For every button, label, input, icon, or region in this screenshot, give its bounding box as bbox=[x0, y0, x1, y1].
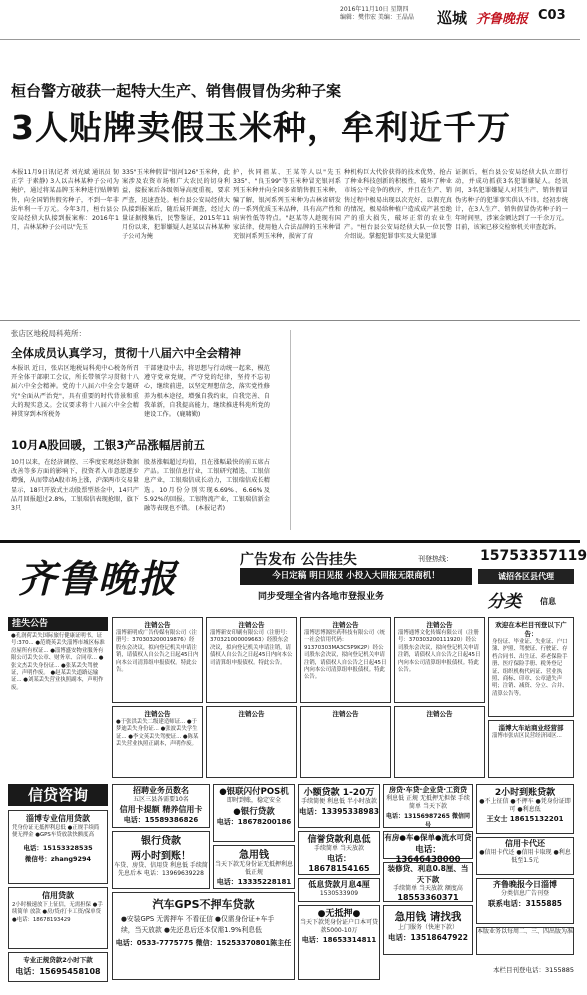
assets-title: 有房●车●保单●流水可贷 bbox=[384, 833, 472, 842]
credit-ad-3-phone: 电话：15695458108 bbox=[15, 967, 101, 976]
assets-phone: 电话：13646438000 bbox=[395, 845, 461, 865]
notice-8-title: 注销公告 bbox=[426, 710, 453, 718]
fast-loan-ad bbox=[476, 784, 574, 834]
urgent-ad bbox=[213, 845, 295, 889]
recruit-box bbox=[488, 617, 574, 717]
article3-col1: 10月以来，在经济调控、三季度宏观经济数据改善等多方面的影响下，投资者入市意愿逐步增强，从而带动A股市场上涨，沪深两市交易量显示，18只开放式主动股票型基金中，14只产品月回报超过2.8%，工银瑞信表现抢眼，旗下3只 bbox=[11, 459, 139, 513]
ad-banner bbox=[0, 540, 587, 613]
urgent-money-phone: 电话：13518647922 bbox=[388, 933, 468, 942]
article3-title: 10月A股回暖，工银3产品涨幅居前五 bbox=[11, 438, 205, 452]
recruit-ad bbox=[112, 784, 210, 828]
credit-ad-3 bbox=[8, 952, 108, 982]
low-rate-ad bbox=[298, 878, 380, 902]
recruit-ad-title: 招聘业务员数名 bbox=[133, 786, 189, 795]
header-date: 2016年11月10日 星期四 bbox=[340, 6, 409, 13]
no-collateral-phone: 电话：18653314811 bbox=[301, 936, 377, 944]
urgent-ad-phone: 电话：13335228181 bbox=[216, 878, 292, 886]
page-number: C03 bbox=[538, 8, 566, 23]
notice-3-title: 注销公告 bbox=[332, 621, 359, 629]
assets-ad bbox=[383, 831, 473, 865]
article1-headline: 3人贴牌卖假玉米种，牟利近千万 bbox=[11, 108, 511, 147]
house-car-text: 利息低 正规 无抵押无担保 手续简单 当天下款 bbox=[386, 795, 470, 810]
house-car-ad bbox=[383, 784, 473, 828]
urgent-ad-title: 急用钱 bbox=[239, 850, 269, 861]
bank-loan-text: 车贷、房贷、信用贷 利息低 手续简 先息后本 电话：13969639228 bbox=[114, 862, 208, 877]
lost-notice-list bbox=[8, 632, 108, 782]
urgent-money-title: 急用钱 请找我 bbox=[394, 911, 462, 923]
urgent-money-text: 上门服务（快速下款） bbox=[397, 924, 458, 931]
pos-ad-phone: 电话：18678200186 bbox=[216, 818, 292, 826]
notice-5 bbox=[112, 706, 203, 778]
credit-ad-1-wechat: 微信号：zhang9294 bbox=[24, 854, 92, 863]
credit-ad-1-phone: 电话：15153328535 bbox=[23, 843, 93, 852]
credit-ad-2 bbox=[8, 887, 108, 949]
hotline-label: 刊登热线： bbox=[418, 555, 453, 563]
low-rate-phone: 1530533909 bbox=[319, 890, 359, 897]
card-repay-title: 信用卡代还 bbox=[505, 839, 545, 848]
footer-line: 本栏目刊登电话：3155885 bbox=[493, 966, 574, 974]
decor-loan-ad bbox=[383, 862, 473, 902]
urgent-ad-text: 当天下款无身份证无抵押利息低正规 bbox=[214, 861, 293, 876]
notice-4 bbox=[394, 617, 485, 703]
ad-tagline: 今日定稿 明日见报 小投入大回报无限商机！ bbox=[240, 568, 472, 585]
xinxi-label: 信息 bbox=[540, 597, 556, 606]
column-divider bbox=[290, 330, 291, 530]
low-rate-title: 低息贷款月息4厘 bbox=[308, 880, 370, 889]
small-loan-title: 小额贷款 1-20万 bbox=[303, 788, 375, 798]
notice-7 bbox=[300, 706, 391, 778]
house-car-title: 房贷·车贷·企业贷·工资贷 bbox=[389, 786, 467, 794]
schedule-note bbox=[476, 927, 574, 955]
notice-6-title: 注销公告 bbox=[238, 710, 265, 718]
store-notice-title: 淄博大车站商业经营部 bbox=[498, 724, 564, 732]
pos-ad-sub: ●银行贷款 bbox=[233, 807, 275, 817]
article2-col1: 本报讯 近日，张店区地税局科苑中心税务所召开全体干部职工会议，所长带领学习贯彻十八届六中全会精神。党的十八届六中全会专题研究"全面从严治党"，具有重要的时代背景和重大的现实意义。会议要求将十八届六中全会精神贯穿到本所税务 bbox=[11, 365, 139, 419]
no-collateral-title: ●无抵押● bbox=[317, 909, 361, 919]
paper-ad-phone: 联系电话：3155885 bbox=[487, 899, 563, 908]
article1-col4: 种机构巨大代价获得的技术优势，抢占了种业科技创新的积极性，破坏了种业市场公平竞争的秩序，并且在生产、销售过程中极易出现以次充好、以假充真的情况，极易给种植户造成成产甚至绝产的重大损失，破坏正常的农业生产。"桓台县公安局经侦大队一位民警介绍说。掌握犯罪事实及大量犯罪 bbox=[344, 169, 452, 241]
small-loan-ad bbox=[298, 784, 380, 828]
no-collateral-text: 当天下款凭身份证户口本可贷款5000-10万 bbox=[299, 919, 378, 934]
notice-1-title: 注销公告 bbox=[144, 621, 171, 629]
notice-5-title: 注销公告 bbox=[144, 710, 171, 718]
notice-3 bbox=[300, 617, 391, 703]
article1-col5: 证据后，桓台县公安局经侦大队立即行动，并成功抓获3名犯罪嫌疑人。经讯问，3名犯罪嫌疑人对其生产、销售假冒伪劣种子的犯罪事实供认不讳。经初步统计，在3人生产、销售假冒伪劣种子的一年时间里，涉案金额达到了一千余万元。目前，该案已移交检察机关审查起诉。 bbox=[455, 169, 568, 232]
credit-loan-ad bbox=[298, 831, 380, 875]
notice-2 bbox=[206, 617, 297, 703]
ad-service-line: 同步受理全省内各地市登报业务 bbox=[258, 592, 385, 602]
fast-loan-text: ●不上征信 ●不押车 ●凭身份证即可 ●利息低 bbox=[479, 798, 571, 813]
notice-1-text: 淄博新明成广告传媒有限公司（注册号：370303200019876）经股东会决议，拟向登记机关申请注销，请债权人自公告之日起45日内向本公司清算组申报债权。特此公告。 bbox=[116, 630, 199, 674]
credit-loan-phone: 电话：18678154165 bbox=[308, 854, 370, 873]
car-gps-text: ●安装GPS 无需押车 不看征信 ●仅需身份证+车手续，当天放款 ●先还息后还本仅需1.9%利息低 bbox=[121, 915, 275, 934]
credit-loan-title: 信誉贷款利息低 bbox=[307, 835, 371, 845]
article1-col3: 护，伙同祖某、王某等人以"先玉335"、"良玉99"等玉米种冒充银河系列玉米种并向全国多省销售假玉米种，骗了解，银河系列玉米种为吉林省研发的一系列优质玉米品种，具有高产性和病害性低等特点。"赵某等人趁现有国家法律，使用他人合法品牌的玉米种冒充银河系列玉米种，损害了育 bbox=[233, 169, 341, 241]
section-name: 巡城 bbox=[437, 9, 468, 27]
notice-4-text: 淄博通博文化传媒有限公司（注册号：370303200111920）经公司股东会决议，拟向登记机关申请注销，请债权人自公告之日起45日内向本公司清算组申报债权。特此公告。 bbox=[398, 630, 481, 674]
article2-title: 全体成员认真学习，贯彻十八届六中全会精神 bbox=[11, 346, 241, 360]
pos-ad bbox=[213, 784, 295, 842]
ad-slogan: 广告发布 公告挂失 bbox=[240, 552, 357, 568]
credit-ad-1-text: 凭身份证无抵押利息低 ●正规手续简便无押金 ●GPS车贷放款快额度高 bbox=[12, 825, 100, 839]
recruit-text: 身份证、毕业证、失业证、户口簿、护照、驾驶证、行驶证、存档合同书、出生证、养老保险手册、医疗保险手册、税务登记证、组织机构代码证、营业执照、商标、印章、公章遗失声明；注销、减资、分立、合并、清算公告等。 bbox=[492, 639, 568, 697]
small-loan-phone: 电话：13395338983 bbox=[299, 807, 379, 816]
paper-ad-text: 分类信息广告刊登 bbox=[500, 890, 549, 897]
bank-loan-line: 两小时到账！ bbox=[131, 851, 191, 862]
credit-ad-3-title: 专业正规贷款2小时下款 bbox=[23, 956, 93, 964]
pos-ad-text: 即时到账，稳定安全 bbox=[226, 797, 281, 804]
car-gps-phone: 电话：0533-7775775 微信：15253370801陈主任 bbox=[115, 939, 292, 947]
bank-loan-title: 银行贷款 bbox=[141, 836, 181, 847]
credit-bar: 信贷咨询 bbox=[8, 784, 108, 806]
header-editors: 编辑：樊伟宏 美编：王晶晶 bbox=[340, 14, 414, 21]
paper-ad-title: 齐鲁晚报今日淄博 bbox=[493, 880, 557, 889]
notice-8 bbox=[394, 706, 485, 778]
credit-ad-1 bbox=[8, 810, 108, 884]
header-meta bbox=[340, 6, 414, 22]
fenlei-label: 分类 bbox=[487, 592, 521, 612]
decor-loan-title: 装修贷、利息0.8厘、当天下款 bbox=[387, 864, 469, 884]
no-collateral-ad bbox=[298, 905, 380, 980]
credit-loan-text: 手续简单 当天放款 bbox=[314, 845, 364, 852]
house-car-phone: 电话：13156987265 微信同号 bbox=[385, 813, 470, 829]
notice-2-text: 淄博新安印刷有限公司（注册号：370321000009663）经股东会决议，拟向登记机关申请注销，请债权人自公告之日起45日内向本公司清算组申报债权。特此公告。 bbox=[210, 630, 293, 666]
agent-badge: 诚招各区县代理 bbox=[478, 569, 574, 584]
schedule-note-text: 本版业务以每周二、三、四出版为准 bbox=[477, 928, 574, 935]
article1-col2: 335"玉米种假冒"银河126"玉米种，此案涉及农资市场和广大农民的切身利益，接报案后各级领导高度重视，要求严查，迅速查处。桓台县公安局经侦大队接到报案后，随后展开调查，经过大量证据搜集后，民警鉴证，2015年11月份以来，犯罪嫌疑人赵某以吉林某种子公司为掩 bbox=[122, 169, 230, 241]
header-logo: 齐鲁晚报 bbox=[476, 12, 529, 27]
small-loan-text: 手续简便 利息低 半小时放款 bbox=[301, 798, 377, 805]
notice-7-title: 注销公告 bbox=[332, 710, 359, 718]
notice-3-text: 淄博思博源医药科技有限公司（统一社会信用代码：91370303MA3C5P9K2P）经公司股东会决议，拟向登记机关申请注销，请债权人自公告之日起45日内向本公司清算组申报债权。特此公告。 bbox=[304, 630, 387, 681]
notice-6 bbox=[206, 706, 297, 778]
urgent-money-ad bbox=[383, 905, 473, 955]
car-gps-ad bbox=[112, 892, 295, 980]
store-notice-text: 淄博市张店区民营经济园区... bbox=[492, 733, 562, 739]
article2-col2: 干部建设中去，将思想与行动统一起来，模范遵守党章党规，严守党的纪律，坚持不忘初心，继续前进，以坚定理想信念，落实党性修养为根本途径，增强自我约束，自我完善、自我革新，自我提高能力，继续推进科苑所党的建设工作。 (鹿啸勤) bbox=[144, 365, 270, 419]
car-gps-title: 汽车GPS不押车贷款 bbox=[152, 898, 255, 911]
recruit-ad-phone: 电话：15589386826 bbox=[123, 816, 199, 824]
recruit-ad-text: 五区三县各需要10名 bbox=[133, 796, 189, 803]
fast-loan-phone: 王女士 18615132201 bbox=[486, 815, 564, 823]
credit-ad-2-text: 2小时极速放下上征信，无需担保 ●手续简单 放款 ●房/贷/打卡工资/保单贷 ●电话：18678193429 bbox=[12, 902, 103, 923]
notice-2-title: 注销公告 bbox=[238, 621, 265, 629]
notice-5-text: ●于张洪丢失二级建造师证... ●于梦迪丢失身份证... ●张波丢失学生证... ●李文英丢失驾驶证... ●陈某丢失营业执照正副本，声明作废。 bbox=[116, 719, 199, 748]
recruit-ad-line: 信用卡提额 精养信用卡 bbox=[119, 805, 203, 814]
recruit-title: 欢迎在本栏目刊登以下广告： bbox=[495, 621, 567, 638]
store-notice bbox=[488, 720, 574, 778]
article1-col1: 本报11月9日讯(记者 刘光斌 通讯员 韧正学 于素静) 3人以吉林某种子公司为掩护，通过将某品牌玉米种进行贴牌销售，向全国销售假劣种子，不到一年非法牟利一千万元。今年3月，桓台县公安局经侦大队接到报案称：2016年1月，吉林某种子公司以"先玉 bbox=[11, 169, 119, 232]
notice-4-title: 注销公告 bbox=[426, 621, 453, 629]
lost-notice-bar: 挂失公告 bbox=[8, 617, 108, 631]
card-repay-text: ●信用卡代还 ●信用卡取现 ●利息低至1.5元 bbox=[479, 849, 571, 864]
ad-logo: 齐鲁晚报 bbox=[18, 556, 179, 601]
decor-loan-text: 手续简单 当天放款 额度高 bbox=[393, 885, 463, 892]
hotline-number: 15753357119 bbox=[480, 548, 587, 564]
card-repay-ad bbox=[476, 837, 574, 875]
paper-ad bbox=[476, 878, 574, 924]
article3-col2: 股基涨幅超过均值，且在涨幅最快的前五席占产品。工银信息行业，工银研究精选、工银信息产业，工银瑞信成长动力，工银瑞信成长精选。10月份分别实现6.69%、6.66%及5.92%的回报。工银物流产业，工银瑞信新金融等表现也不错。 (本报记者) bbox=[144, 459, 270, 513]
notice-1 bbox=[112, 617, 203, 703]
divider bbox=[0, 320, 580, 321]
pos-ad-title: ●银联闪付POS机 bbox=[219, 787, 289, 797]
decor-loan-phone: 18553360371 bbox=[397, 893, 459, 902]
credit-ad-2-title: 信用贷款 bbox=[42, 891, 74, 900]
article2-kicker: 张店区地税局科苑所： bbox=[11, 329, 86, 338]
bank-loan-ad bbox=[112, 831, 210, 889]
fast-loan-title: 2小时到账贷款 bbox=[494, 788, 556, 798]
lost-notice-text: ●孔润荷丢失国际旅行健康证明书，证号:370... ●范晓英丢失淄博市城区标准房屋所有权证... ●淄博盛安物业服务有限公司丢失公章、财务章、合同章... ●张文杰丢失身份证... ●张某丢失驾驶证，声明作废。 ●赵某丢失道路运输证... ●刘某丢失营业执照副本，声明作废。 bbox=[11, 633, 105, 691]
credit-ad-1-title: 淄博专业信用贷款 bbox=[26, 814, 90, 823]
page-header bbox=[0, 0, 580, 40]
article1-kicker: 桓台警方破获一起特大生产、销售假冒伪劣种子案 bbox=[11, 82, 342, 100]
